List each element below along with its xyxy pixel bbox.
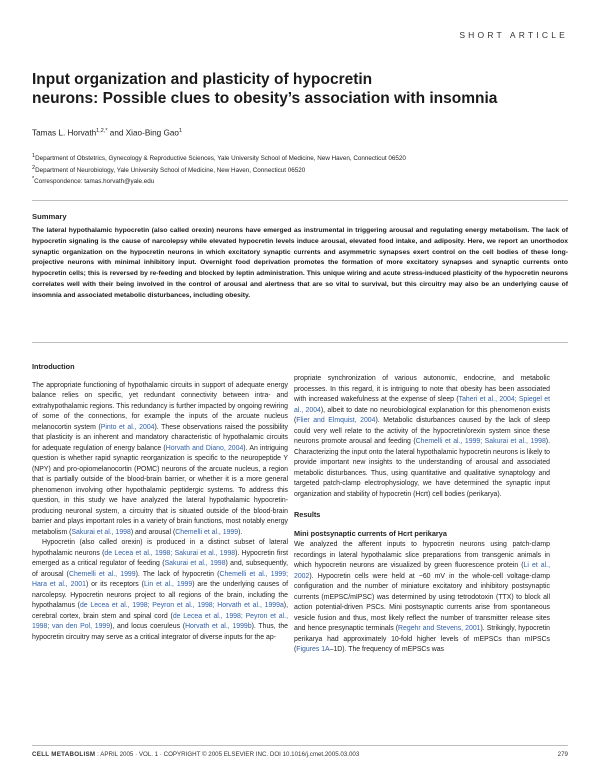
body-text: ). The lack of hypocretin ( [135,570,220,578]
citation-link[interactable]: Sakurai et al., 1998 [71,528,131,536]
right-column [294,374,550,656]
citation-link[interactable]: Horvath et al., 1999b [185,623,252,630]
body-text: ), and locus coeruleus ( [110,623,186,630]
affiliation-number: 2 [32,164,36,171]
summary-text: The lateral hypothalamic hypocretin (also called orexin) neurons have emerged as instrumental in triggering arousal and regulating energy metabolism. The lack of hypocretin signaling is the cause of narcolepsy while elevated hypocretin levels induce arousal, elevated food intake, and adiposity. Here, we report an unorthodox synaptic organization on the hypocretin neurons in which excitatory synaptic currents and asymmetric synapses exert control on the cell bodies of these long-projective neurons with minimal inhibitory input. Overnight food deprivation promotes the formation of more excitatory synapses and synaptic currents onto hypocretin cells; this is reversed by re-feeding and blocked by leptin administration. This unique wiring and acute stress-induced plasticity of the hypocretin neurons correlates well with their being involved in the control of arousal and alertness that are so vital to survival, but this circuitry may also be an underlying cause of insomnia and associated metabolic disturbances, including obesity. [32,227,568,299]
affiliation-1 [32,152,572,164]
citation-link[interactable]: Flier and Elmquist, 2004 [296,417,376,424]
title-line-1: Input organization and plasticity of hypocretin [32,71,373,88]
page-number: 279 [557,751,568,758]
affiliation-number: 1 [32,153,36,159]
affiliation-text: Department of Neurobiology, Yale University School of Medicine, New Haven, Connecticut 06520 [35,166,306,174]
correspondence [32,175,572,187]
author-list [32,128,182,138]
body-text: ), cerebral cortex, brain stem and spinal cord ( [32,602,288,620]
correspondence-email[interactable]: Correspondence: tamas.horvath@yale.edu [34,178,155,186]
citation-link[interactable]: Horvath and Diano, 2004 [165,444,244,452]
divider [32,342,568,343]
citation-link[interactable]: Pinto et al., 2004 [100,423,155,431]
body-text: –1D). The frequency of mEPSCs was [329,646,445,653]
body-text: ). Thus, the hypocretin circuitry may serve as a critical integrator of diverse inputs for the ap- [32,623,288,641]
results-heading: Results [294,510,321,519]
citation-link[interactable]: Chemelli et al., 1999 [68,570,136,578]
citation-link[interactable]: Lin et al., 1999 [143,581,193,588]
body-text: The appropriate functioning of hypothalamic circuits in support of adequate energy balance relies on specific, yet redundant connectivity between intra- and extrahypothalamic regions. This redundancy is further impacted by ongoing rewiring of some of the connections, for example the inputs of the arcuate nucleus melanocortin system ( [32,381,288,431]
left-column [32,362,288,643]
body-text: ). Metabolic disturbances caused by the lack of sleep could very well relate to the activity of the hypocretin/orexin system since these neurons promote arousal and feeding ( [294,417,550,445]
citation-link[interactable]: Li et al., 2002 [294,562,550,580]
body-text: ) and arousal ( [130,528,176,536]
intro-paragraph-2 [32,538,288,643]
citation-link[interactable]: Chemelli et al., 1999 [175,528,239,536]
body-text: ) or its receptors ( [85,581,144,588]
body-text: Hypocretin (also called orexin) is produced in a distinct subset of lateral hypothalamic neurons ( [32,539,288,557]
citation-link[interactable]: Sakurai et al., 1998 [164,560,226,567]
affiliations [32,152,572,187]
body-text: We analyzed the afferent inputs to hypocretin neurons using patch-clamp recordings in lateral hypothalamic slice preparations from transgenic animals in which hypocretin neurons are visualized by green fluorescence protein ( [294,541,550,569]
footer-divider [32,745,568,746]
corresponding-marker: * [105,128,108,134]
affiliation-text: Department of Obstetrics, Gynecology & Reproductive Sciences, Yale University School of Medicine, New Haven, Connecticut 06520 [35,155,406,163]
corresponding-marker: * [32,176,35,183]
divider [32,200,568,201]
body-text: ). Hypocretin cells were held at −60 mV in the whole-cell voltage-clamp configuration and the number of miniature excitatory and inhibitory postsynaptic currents (mEPSC/mIPSC) was determined by using tetrodotoxin (TTX) to block all action potential-driven PSCs. Mini postsynaptic currents arise from spontaneous vesicle fusion and thus, most likely reflect the number of transmitter release sites and hence presynaptic terminals ( [294,572,550,632]
title-line-2: neurons: Possible clues to obesity’s association with insomnia [32,90,498,107]
citation-link[interactable]: Chemelli et al., 1999; Hara et al., 2001 [32,570,288,588]
citation-link[interactable]: Regehr and Stevens, 2001 [398,625,481,632]
results-subheading: Mini postsynaptic currents of Hcrt perikarya [294,528,447,538]
body-text: ). Characterizing the input onto the lateral hypothalamic hypocretin neurons is likely to provide important new insights to the understanding of arousal and associated metabolic disturbances. Thus, using quantitative and qualitative synaptology and targeted patch-clamp electrophysiology, we have determined the synaptic input organization and stability of hypocretin (Hcrt) cell bodies (perikarya). [294,438,550,498]
summary-heading: Summary [32,212,67,221]
page-footer [32,751,568,758]
results-paragraph-1 [294,540,550,656]
body-text: ) are the underlying causes of narcolepsy. Hypocretin neurons project to all regions of the brain, including the hypothalamus ( [32,581,288,609]
body-text: ) and, subsequently, of arousal ( [32,560,288,578]
citation-link[interactable]: de Lecea et al., 1998; Sakurai et al., 1998 [104,549,236,557]
issue-info: : APRIL 2005 · VOL. 1 · COPYRIGHT © 2005 ELSEVIER INC. DOI 10.1016/j.cmet.2005.03.003 [95,751,360,758]
author-affiliation-marker: 1,2, [96,128,106,134]
author-name: and Xiao-Bing Gao [107,128,179,138]
body-text: ). Hypocretin first emerged as a critical regulator of feeding ( [32,549,289,567]
affiliation-2 [32,164,572,176]
intro-paragraph-3 [294,374,550,500]
author-name: Tamas L. Horvath [32,128,97,138]
author-affiliation-marker: 1 [178,128,183,134]
body-text: ). These observations raised the possibility that plasticity is an inherent and mandatory characteristic of hypothalamic circuits for adequate regulation of energy balance ( [32,423,288,452]
body-text: ), albeit to date no neurobiological explanation for this phenomenon exists ( [294,406,551,424]
body-text: ). [238,528,243,536]
intro-paragraph-1 [32,381,288,539]
body-text: propriate synchronization of various autonomic, endocrine, and metabolic processes. In this regard, it is intriguing to note that obesity has been associated with increased wakefulness at the expense of sleep ( [294,375,550,403]
citation-link[interactable]: de Lecea et al., 1998; Peyron et al., 1998; van den Pol, 1999 [32,612,288,630]
journal-name: CELL METABOLISM [32,751,96,758]
citation-link[interactable]: Chemelli et al., 1999; Sakurai et al., 1998 [415,438,546,445]
citation-link[interactable]: de Lecea et al., 1998; Peyron et al., 1998; Horvath et al., 1999a [79,602,284,609]
citation-link[interactable]: Figures 1A [296,646,330,653]
introduction-heading: Introduction [32,362,75,371]
body-text: ). Strikingly, hypocretin perikarya had approximately 10-fold higher levels of mEPSCs than mIPSCs ( [294,625,550,653]
article-title [32,70,572,108]
body-text: ). An intriguing question is whether rapid synaptic reorganization is specific to the neuropeptide Y (NPY) and pro-opiomelanocortin (POMC) neurons of the arcuate nucleus, a region that is partially outside of the blood-brain barrier, or whether it is a more general phenomenon involving other hypothalamic peptidergic systems. To address this question, in this study we have analyzed the lateral hypothalamic hypocretin-producing neuronal system, a circuitry that is situated outside of the blood-brain barrier and plays important roles in a variety of brain functions, most notably energy metabolism ( [32,444,288,536]
citation-link[interactable]: Taheri et al., 2004; Spiegel et al., 2004 [294,396,550,414]
section-label: SHORT ARTICLE [459,30,568,40]
